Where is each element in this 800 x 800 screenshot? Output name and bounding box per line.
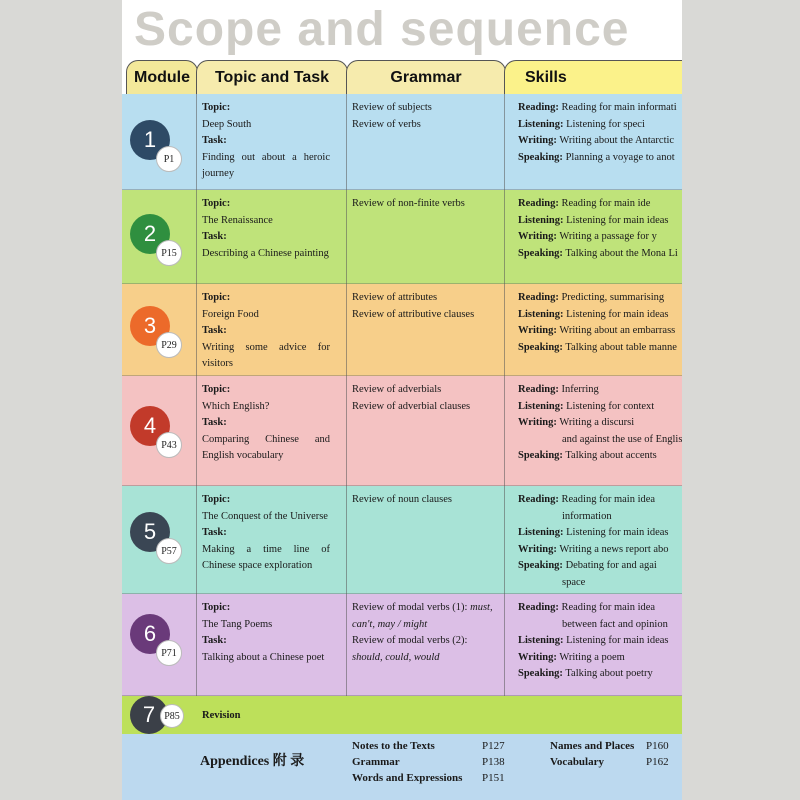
- reading-skill: [518, 492, 682, 509]
- speaking-skill: [518, 150, 682, 167]
- scope-sequence-page: [122, 0, 682, 800]
- appendix-page: P160: [646, 740, 669, 752]
- grammar-cell: [352, 100, 498, 133]
- skill-label: Listening:: [518, 635, 564, 646]
- module-page-badge: P85: [160, 704, 184, 728]
- module-row: [122, 190, 682, 284]
- appendix-item: Words and Expressions: [352, 772, 463, 784]
- column-divider: [346, 94, 347, 190]
- grammar-item: [352, 600, 498, 617]
- column-divider: [346, 594, 347, 696]
- reading-skill: [518, 290, 682, 307]
- skill-value: Writing about an embarrass: [559, 325, 676, 336]
- appendix-item: Vocabulary: [550, 756, 604, 768]
- grammar-cell: [352, 196, 498, 213]
- skill-value: Talking about poetry: [565, 668, 653, 679]
- skill-value: Writing a discursi: [559, 417, 635, 428]
- writing-skill-continued: and against the use of Englis: [562, 433, 682, 445]
- grammar-item: [352, 633, 498, 650]
- module-page-badge: P57: [156, 538, 182, 564]
- grammar-example: should, could, would: [352, 651, 440, 663]
- topic-value: The Tang Poems: [202, 618, 273, 630]
- grammar-item: [352, 650, 498, 667]
- writing-skill: [518, 650, 682, 667]
- column-divider: [346, 376, 347, 486]
- module-number-badge: 7: [130, 696, 168, 734]
- skill-value: Planning a voyage to anot: [565, 151, 675, 163]
- listening-skill: [518, 213, 682, 230]
- task-label: Task:: [202, 135, 227, 146]
- listening-skill: [518, 117, 682, 134]
- grammar-cell: [352, 382, 498, 415]
- grammar-item: Review of attributes: [352, 292, 438, 303]
- grammar-example: can't, may / might: [352, 618, 428, 630]
- grammar-item: Review of adverbial clauses: [352, 400, 471, 412]
- skill-value: Talking about accents: [565, 450, 657, 461]
- grammar-example: must,: [470, 602, 493, 613]
- skill-value: Reading for main ide: [561, 198, 651, 209]
- writing-skill: [518, 415, 682, 432]
- skill-label: Reading:: [518, 198, 559, 209]
- reading-skill: [518, 196, 682, 213]
- grammar-cell: [352, 600, 498, 666]
- column-divider: [346, 190, 347, 284]
- task-value: Making a time line of: [202, 543, 330, 555]
- skill-label: Reading:: [518, 292, 559, 303]
- reading-skill: [518, 382, 682, 399]
- appendices-label: Appendices 附 录: [200, 754, 305, 769]
- grammar-cell: [352, 492, 498, 509]
- column-divider: [504, 190, 505, 284]
- skills-cell: [518, 382, 682, 465]
- skills-cell: [518, 290, 682, 356]
- skill-label: Listening:: [518, 308, 564, 320]
- skill-value: Talking about the Mona Li: [565, 247, 678, 259]
- listening-skill: [518, 307, 682, 324]
- column-divider: [504, 94, 505, 190]
- skills-cell: [518, 600, 682, 683]
- skill-value: Reading for main idea: [561, 602, 656, 613]
- task-label: Task:: [202, 325, 227, 336]
- column-divider: [196, 376, 197, 486]
- skill-label: Writing:: [518, 231, 557, 242]
- module-number-badge: 4: [130, 406, 170, 446]
- grammar-cell: [352, 290, 498, 323]
- column-divider: [346, 284, 347, 376]
- appendix-page: P138: [482, 756, 505, 768]
- column-divider: [196, 190, 197, 284]
- reading-skill: [518, 600, 682, 617]
- module-number-badge: 5: [130, 512, 170, 552]
- skill-label: Speaking:: [518, 151, 563, 163]
- revision-row: [122, 696, 682, 734]
- topic-task-cell: [202, 196, 330, 262]
- skill-label: Reading:: [518, 102, 559, 113]
- grammar-item: Review of non-finite verbs: [352, 198, 465, 209]
- module-row: [122, 284, 682, 376]
- topic-task-cell: [202, 492, 330, 575]
- reading-skill: [518, 100, 682, 117]
- skill-value: Writing a poem: [559, 651, 625, 663]
- grammar-item: [352, 617, 498, 634]
- task-value: journey: [202, 168, 235, 179]
- module-row: [122, 594, 682, 696]
- task-label: Task:: [202, 417, 227, 428]
- task-value: Talking about a Chinese poet: [202, 651, 325, 663]
- column-divider: [346, 486, 347, 594]
- topic-task-cell: [202, 100, 330, 183]
- column-divider: [196, 594, 197, 696]
- skill-label: Writing:: [518, 135, 557, 146]
- module-number-badge: 1: [130, 120, 170, 160]
- appendix-item: Notes to the Texts: [352, 740, 435, 752]
- appendices-row: [122, 734, 682, 800]
- topic-label: Topic:: [202, 292, 231, 303]
- grammar-item: Review of subjects: [352, 102, 432, 113]
- module-row: [122, 94, 682, 190]
- task-value: Writing some advice for: [202, 341, 330, 353]
- skill-label: Reading:: [518, 384, 559, 395]
- skill-value: Listening for main ideas: [566, 214, 669, 226]
- speaking-skill: [518, 246, 682, 263]
- topic-label: Topic:: [202, 602, 231, 613]
- skill-label: Listening:: [518, 214, 564, 226]
- topic-label: Topic:: [202, 384, 231, 395]
- column-divider: [196, 486, 197, 594]
- skill-value: Predicting, summarising: [561, 292, 665, 303]
- task-value: Comparing Chinese and: [202, 433, 330, 445]
- module-row: [122, 376, 682, 486]
- module-page-badge: P15: [156, 240, 182, 266]
- speaking-skill: [518, 340, 682, 357]
- writing-skill: [518, 133, 682, 150]
- header-module: Module: [126, 60, 198, 94]
- header-topic-task: Topic and Task: [196, 60, 348, 94]
- skill-label: Reading:: [518, 494, 559, 505]
- speaking-skill: [518, 558, 682, 575]
- grammar-item: Review of attributive clauses: [352, 308, 475, 320]
- module-page-badge: P29: [156, 332, 182, 358]
- skill-label: Reading:: [518, 602, 559, 613]
- column-divider: [504, 486, 505, 594]
- skill-label: Writing:: [518, 651, 557, 663]
- skill-label: Writing:: [518, 325, 557, 336]
- header-grammar: Grammar: [346, 60, 506, 94]
- topic-label: Topic:: [202, 198, 231, 209]
- skill-value: Writing a passage for y: [559, 231, 657, 242]
- skill-value: Inferring: [561, 384, 599, 395]
- skill-label: Listening:: [518, 118, 564, 130]
- skill-value: Writing a news report abo: [559, 543, 669, 555]
- appendix-item: Grammar: [352, 756, 400, 768]
- topic-value: The Conquest of the Universe: [202, 510, 328, 522]
- appendix-page: P162: [646, 756, 669, 768]
- skill-value: Reading for main idea: [561, 494, 656, 505]
- skills-cell: [518, 100, 682, 166]
- module-row: [122, 486, 682, 594]
- skill-value: Listening for main ideas: [566, 635, 669, 646]
- task-label: Task:: [202, 527, 227, 538]
- task-value: Chinese space exploration: [202, 560, 313, 571]
- skill-label: Listening:: [518, 400, 564, 412]
- module-number-badge: 2: [130, 214, 170, 254]
- skills-cell: [518, 196, 682, 262]
- reading-skill-continued: information: [562, 510, 612, 522]
- skill-value: Listening for speci: [566, 118, 645, 130]
- listening-skill: [518, 525, 682, 542]
- grammar-text: Review of modal verbs (1):: [352, 602, 471, 613]
- task-value: Describing a Chinese painting: [202, 247, 329, 259]
- module-page-badge: P1: [156, 146, 182, 172]
- listening-skill: [518, 633, 682, 650]
- speaking-skill: [518, 666, 682, 683]
- skill-value: Talking about table manne: [565, 341, 677, 353]
- skills-cell: [518, 492, 682, 591]
- speaking-skill-continued: space: [562, 576, 586, 588]
- column-divider: [196, 94, 197, 190]
- grammar-item: Review of noun clauses: [352, 494, 453, 505]
- skill-label: Speaking:: [518, 560, 563, 571]
- task-label: Task:: [202, 231, 227, 242]
- topic-task-cell: [202, 382, 330, 465]
- column-divider: [504, 376, 505, 486]
- module-number-badge: 3: [130, 306, 170, 346]
- skill-value: Writing about the Antarctic: [559, 135, 675, 146]
- writing-skill: [518, 229, 682, 246]
- module-page-badge: P43: [156, 432, 182, 458]
- task-value: Finding out about a heroic: [202, 151, 330, 163]
- appendix-item: Names and Places: [550, 740, 635, 752]
- topic-task-cell: [202, 600, 330, 666]
- listening-skill: [518, 399, 682, 416]
- skill-value: Listening for main ideas: [566, 308, 669, 320]
- skill-label: Speaking:: [518, 668, 563, 679]
- skill-value: Reading for main informati: [561, 102, 677, 113]
- writing-skill: [518, 542, 682, 559]
- task-value: visitors: [202, 358, 233, 369]
- module-page-badge: P71: [156, 640, 182, 666]
- header-skills: Skills: [504, 60, 682, 94]
- appendix-page: P151: [482, 772, 505, 784]
- skill-label: Speaking:: [518, 450, 563, 461]
- grammar-item: Review of verbs: [352, 118, 421, 130]
- topic-value: The Renaissance: [202, 214, 273, 226]
- topic-value: Which English?: [202, 400, 270, 412]
- topic-label: Topic:: [202, 102, 231, 113]
- skill-label: Speaking:: [518, 341, 563, 353]
- writing-skill: [518, 323, 682, 340]
- column-divider: [196, 284, 197, 376]
- grammar-text: Review of modal verbs (2):: [352, 635, 468, 646]
- topic-value: Deep South: [202, 118, 252, 130]
- skill-value: Listening for context: [566, 400, 655, 412]
- topic-task-cell: [202, 290, 330, 373]
- task-label: Task:: [202, 635, 227, 646]
- skill-value: Listening for main ideas: [566, 527, 669, 538]
- column-divider: [504, 594, 505, 696]
- skill-label: Speaking:: [518, 247, 563, 259]
- skill-label: Listening:: [518, 527, 564, 538]
- speaking-skill: [518, 448, 682, 465]
- reading-skill-continued: between fact and opinion: [562, 618, 668, 630]
- column-divider: [504, 284, 505, 376]
- skill-label: Writing:: [518, 543, 557, 555]
- appendix-page: P127: [482, 740, 505, 752]
- skill-label: Writing:: [518, 417, 557, 428]
- topic-value: Foreign Food: [202, 308, 259, 320]
- grammar-item: Review of adverbials: [352, 384, 442, 395]
- module-number-badge: 6: [130, 614, 170, 654]
- topic-label: Topic:: [202, 494, 231, 505]
- revision-label: Revision: [202, 710, 241, 721]
- skill-value: Debating for and agai: [565, 560, 657, 571]
- page-title: Scope and sequence: [134, 3, 630, 56]
- task-value: English vocabulary: [202, 450, 284, 461]
